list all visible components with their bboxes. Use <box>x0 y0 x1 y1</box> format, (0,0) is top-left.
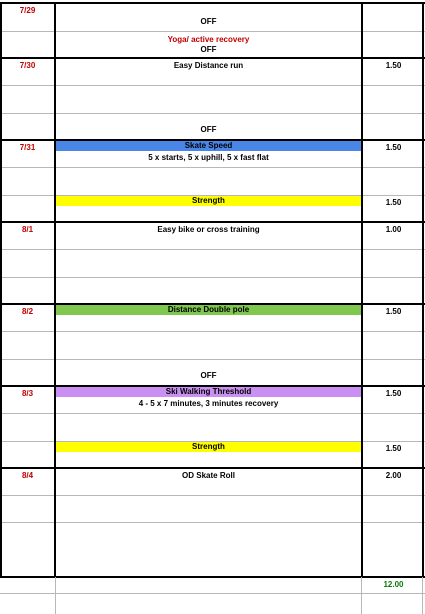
date-text: 7/31 <box>19 143 36 152</box>
date-text: 7/30 <box>19 61 36 70</box>
activity-cell[interactable] <box>55 386 362 413</box>
date-cell[interactable] <box>0 441 55 468</box>
date-cell[interactable] <box>0 468 55 495</box>
date-cell[interactable] <box>0 31 55 58</box>
activity-text: OFF <box>200 17 217 26</box>
hours-text: 2.00 <box>385 471 402 480</box>
activity-text: OFF <box>200 125 217 134</box>
hours-cell[interactable] <box>362 277 425 304</box>
activity-cell[interactable] <box>55 495 362 522</box>
hours-cell[interactable] <box>362 331 425 359</box>
activity-text: Easy Distance run <box>173 61 244 70</box>
date-text: 8/4 <box>21 471 34 480</box>
activity-cell[interactable] <box>55 113 362 140</box>
hours-text: 1.50 <box>385 61 402 70</box>
activity-text: Strength <box>192 196 225 205</box>
hours-cell[interactable] <box>362 113 425 140</box>
hours-text: 1.00 <box>385 225 402 234</box>
activity-text: Yoga/ active recovery <box>167 35 250 44</box>
hours-cell[interactable] <box>362 522 425 550</box>
activity-cell[interactable] <box>55 468 362 495</box>
hours-cell[interactable] <box>362 441 425 468</box>
activity-text: Strength <box>192 442 225 451</box>
date-cell[interactable] <box>0 58 55 85</box>
hours-text: 1.50 <box>385 198 402 207</box>
date-cell[interactable] <box>0 222 55 249</box>
hours-cell[interactable] <box>362 468 425 495</box>
activity-cell[interactable] <box>55 3 362 31</box>
activity-cell[interactable] <box>55 304 362 331</box>
column-border <box>54 3 56 577</box>
date-cell[interactable] <box>0 3 55 31</box>
total-text: 12.00 <box>383 580 404 589</box>
hours-text: 1.50 <box>385 307 402 316</box>
date-cell[interactable] <box>0 85 55 113</box>
hours-cell[interactable] <box>362 167 425 195</box>
activity-cell[interactable] <box>55 167 362 195</box>
column-border <box>361 577 362 614</box>
hours-cell[interactable] <box>362 249 425 277</box>
activity-cell[interactable] <box>55 413 362 441</box>
hours-cell[interactable] <box>362 304 425 331</box>
date-text: 8/3 <box>21 389 34 398</box>
activity-subtext: OFF <box>200 45 217 54</box>
hours-cell[interactable] <box>362 3 425 31</box>
date-cell[interactable] <box>0 195 55 222</box>
activity-cell[interactable] <box>55 140 362 167</box>
date-cell[interactable] <box>0 522 55 550</box>
hours-cell[interactable] <box>362 495 425 522</box>
column-border <box>55 577 56 614</box>
activity-cell[interactable] <box>55 522 362 550</box>
activity-cell[interactable] <box>55 222 362 249</box>
date-cell[interactable] <box>0 249 55 277</box>
date-cell[interactable] <box>0 167 55 195</box>
date-cell[interactable] <box>0 386 55 413</box>
date-cell[interactable] <box>0 113 55 140</box>
activity-subtext: 5 x starts, 5 x uphill, 5 x fast flat <box>148 153 269 162</box>
hours-cell[interactable] <box>362 386 425 413</box>
column-border <box>361 3 363 577</box>
activity-cell[interactable] <box>55 85 362 113</box>
activity-text: Skate Speed <box>184 141 233 150</box>
activity-subtext: 4 - 5 x 7 minutes, 3 minutes recovery <box>138 399 279 408</box>
date-cell[interactable] <box>0 331 55 359</box>
hours-text: 1.50 <box>385 143 402 152</box>
hours-cell[interactable] <box>362 85 425 113</box>
activity-cell[interactable] <box>55 249 362 277</box>
hours-cell[interactable] <box>362 58 425 85</box>
date-cell[interactable] <box>0 277 55 304</box>
activity-cell[interactable] <box>55 331 362 359</box>
date-cell[interactable] <box>0 359 55 386</box>
total-cell[interactable] <box>362 577 425 593</box>
activity-cell[interactable] <box>55 58 362 85</box>
column-border <box>422 577 423 614</box>
date-text: 7/29 <box>19 6 36 15</box>
activity-cell[interactable] <box>55 441 362 468</box>
column-border <box>0 3 2 577</box>
activity-text: OFF <box>200 371 217 380</box>
activity-text: OD Skate Roll <box>182 471 235 480</box>
hours-cell[interactable] <box>362 31 425 58</box>
hours-cell[interactable] <box>362 359 425 386</box>
date-text: 8/1 <box>21 225 34 234</box>
hours-text: 1.50 <box>385 389 402 398</box>
hours-cell[interactable] <box>362 140 425 167</box>
date-cell[interactable] <box>0 413 55 441</box>
hours-text: 1.50 <box>385 444 402 453</box>
activity-cell[interactable] <box>55 31 362 58</box>
activity-text: Distance Double pole <box>167 305 250 314</box>
activity-cell[interactable] <box>55 195 362 222</box>
activity-text: Easy bike or cross training <box>157 225 260 234</box>
date-text: 8/2 <box>21 307 34 316</box>
activity-text: Ski Walking Threshold <box>165 387 252 396</box>
hours-cell[interactable] <box>362 195 425 222</box>
date-cell[interactable] <box>0 140 55 167</box>
hours-cell[interactable] <box>362 222 425 249</box>
activity-cell[interactable] <box>55 277 362 304</box>
date-cell[interactable] <box>0 304 55 331</box>
hours-cell[interactable] <box>362 413 425 441</box>
column-border <box>422 3 424 577</box>
activity-cell[interactable] <box>55 359 362 386</box>
date-cell[interactable] <box>0 495 55 522</box>
